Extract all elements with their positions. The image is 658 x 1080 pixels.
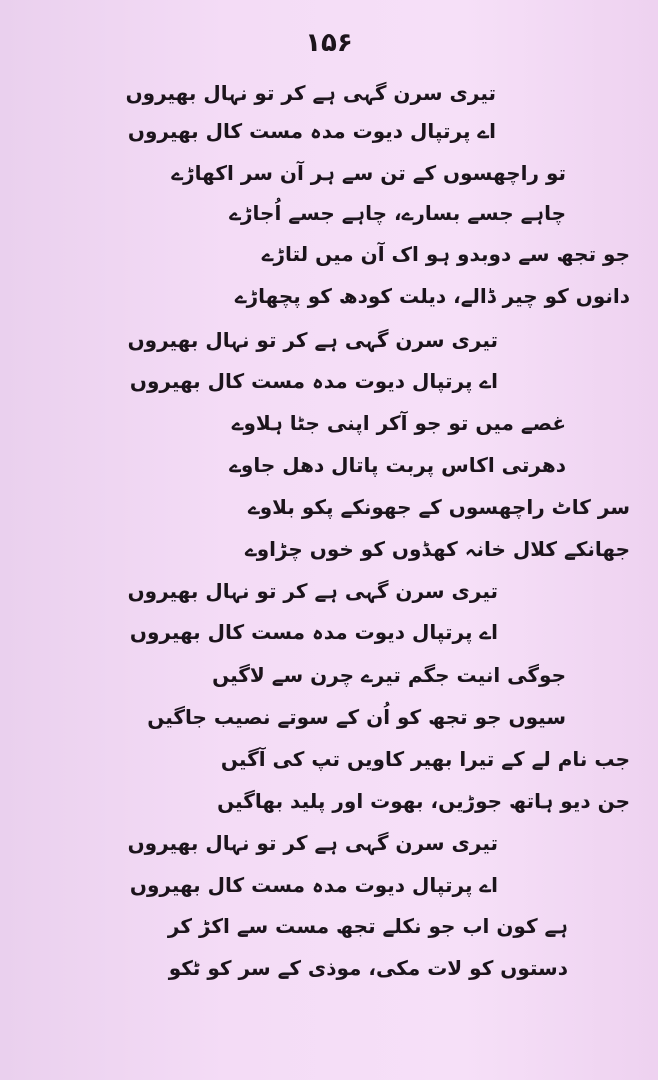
page-number: ۱۵۶ (305, 28, 353, 58)
verse-line: اے پرتپال دیوت مدہ مست کال بھیروں (127, 119, 496, 143)
verse-line: جن دیو ہاتھ جوڑیں، بھوت اور پلید بھاگیں (217, 789, 630, 813)
verse-line: اے پرتپال دیوت مدہ مست کال بھیروں (129, 873, 498, 897)
verse-line: اے پرتپال دیوت مدہ مست کال بھیروں (129, 620, 498, 644)
verse-line: تو راچھسوں کے تن سے ہر آن سر اکھاڑے (171, 161, 566, 185)
verse-line: جو تجھ سے دوبدو ہو اک آن میں لتاڑے (261, 242, 630, 266)
verse-line: تیری سرن گہی ہے کر تو نہال بھیروں (127, 328, 498, 352)
verse-line: جوگی انیت جگم تیرے چرن سے لاگیں (212, 663, 566, 687)
verse-line: دانوں کو چیر ڈالے، دیلت کودھ کو پچھاڑے (234, 284, 630, 308)
verse-line: دھرتی اکاس پربت پاتال دھل جاوے (229, 453, 566, 477)
verse-line: ہے کون اب جو نکلے تجھ مست سے اکڑ کر (167, 914, 568, 938)
verse-line: سیوں جو تجھ کو اُن کے سوتے نصیب جاگیں (147, 705, 566, 729)
verse-line: چاہے جسے بسارے، چاہے جسے اُجاڑے (229, 201, 566, 225)
verse-line: جب نام لے کے تیرا بھیر کاویں تپ کی آگیں (220, 747, 630, 771)
verse-line: اے پرتپال دیوت مدہ مست کال بھیروں (129, 369, 498, 393)
verse-line: دستوں کو لات مکی، موذی کے سر کو ٹکو (168, 956, 568, 980)
verse-line: تیری سرن گہی ہے کر تو نہال بھیروں (127, 579, 498, 603)
verse-line: سر کاٹ راچھسوں کے جھونکے پکو بلاوے (248, 495, 630, 519)
verse-line: جھانکے کلال خانہ کھڈوں کو خوں چڑاوے (244, 537, 630, 561)
verse-line: تیری سرن گہی ہے کر تو نہال بھیروں (125, 81, 496, 105)
verse-line: تیری سرن گہی ہے کر تو نہال بھیروں (127, 831, 498, 855)
verse-line: غصے میں تو جو آکر اپنی جٹا ہلاوے (231, 411, 566, 435)
